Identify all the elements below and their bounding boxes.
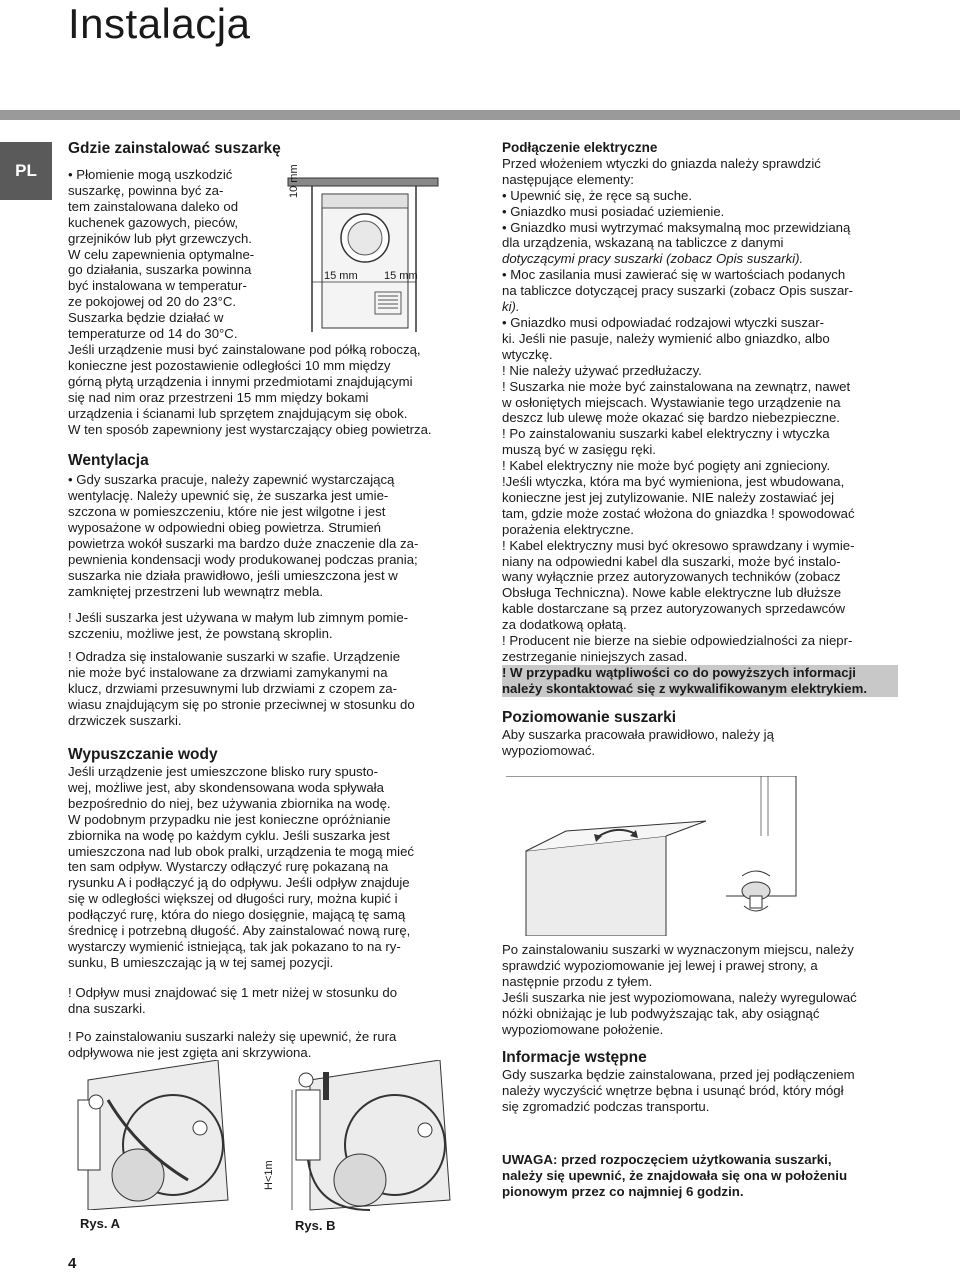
text-line: w osłoniętych miejscach. Wystawianie tego urządzenie na (502, 394, 841, 410)
text-line: Po zainstalowaniu suszarki w wyznaczonym miejscu, należy (502, 942, 854, 957)
text-line: • Gniazdko musi wytrzymać maksymalną moc przewidzianą (502, 219, 851, 235)
text-line: szczona w pomieszczeniu, które nie jest wilgotne i jest (68, 504, 386, 520)
text-line: W celu zapewnienia optymalne- (68, 246, 255, 262)
height-label: H<1m (263, 1160, 275, 1190)
drain-figure-a (68, 1060, 238, 1210)
text-line: wej, możliwe jest, aby skondensowana woda spływała (68, 779, 384, 795)
text-line: należy się upewnić, że znajdowała się ona w położeniu (502, 1168, 848, 1183)
text-line: suszarkę, powinna być za- (68, 182, 224, 198)
text-line: grzejników lub płyt grzewczych. (68, 230, 252, 246)
text-line: ! Producent nie bierze na siebie odpowiedzialności za niepr- (502, 633, 853, 649)
text-line: ! Nie należy używać przedłużaczy. (502, 362, 702, 378)
clearance-top-label: 10 mm (288, 164, 300, 198)
text-line: sprawdzić wypoziomowanie jej lewej i prawej strony, a (502, 957, 818, 973)
text-line: Gdy suszarka będzie zainstalowana, przed jej podłączeniem (502, 1067, 855, 1083)
text-line: • Moc zasilania musi zawierać się w wartościach podanych (502, 267, 846, 283)
text-line: górną płytą urządzenia i innymi przedmiotami znajdującymi (68, 373, 413, 389)
text-line: niany na odpowiedni kabel dla suszarki, może być instalo- (502, 553, 841, 569)
text-line: ! Po zainstalowaniu suszarki kabel elektryczny i wtyczka (502, 426, 830, 442)
text-line: się zgromadzić podczas transportu. (502, 1099, 710, 1115)
text-line: pewnienia kondensacji wody produkowanej podczas prania; (68, 551, 418, 567)
text-line: temperaturze od 14 do 30°C. (68, 326, 238, 342)
page-title: Instalacja (68, 0, 251, 47)
text-line: wypoziomowane położenie. (502, 1021, 664, 1037)
text-line: muszą być w zasięgu ręki. (502, 442, 656, 458)
text-line: Jeśli urządzenie musi być zainstalowane pod półką roboczą, (68, 341, 421, 357)
text-line: • Płomienie mogą uszkodzić (68, 167, 233, 182)
text-line: za dodatkową opłatą. (502, 617, 627, 633)
text-line: ! W przypadku wątpliwości co do powyższych informacji (502, 664, 856, 680)
dryer-clearance-figure (282, 172, 442, 338)
text-line: Aby suszarka pracowała prawidłowo, należy ją (502, 726, 774, 742)
text-line: pionowym przez co najmniej 6 godzin. (502, 1184, 744, 1199)
text-line: Obsługa Techniczna). Nowe kable elektryczne lub dłuższe (502, 585, 842, 601)
info-title: Informacje wstępne (502, 1049, 647, 1067)
text-line: wany wyłącznie przez autoryzowanych techników (zobacz (502, 569, 841, 585)
warning-line: nie może być instalowane za drzwiami zamykanymi na (68, 665, 388, 681)
text-line: kable dostarczane są przez autoryzowanych sprzedawców (502, 601, 846, 617)
clearance-right-label: 15 mm (384, 270, 418, 282)
level-title: Poziomowanie suszarki (502, 708, 676, 726)
text-line: ten sam odpływ. Wystarczy odłączyć rurę pokazaną na (68, 859, 389, 875)
figure-b-caption: Rys. B (295, 1218, 336, 1233)
where-title: Gdzie zainstalować suszarkę (68, 140, 281, 157)
text-line: powietrza wokół suszarki ma bardzo duże znaczenie dla za- (68, 536, 419, 552)
text-line: porażenia elektryczne. (502, 521, 634, 537)
text-line: następujące elementy: (502, 171, 634, 187)
text-line: wypoziomować. (502, 742, 596, 758)
where-narrow-text (68, 167, 288, 342)
drain-title: Wypuszczanie wody (68, 746, 218, 763)
text-line: • Gniazdko musi posiadać uziemienie. (502, 203, 725, 219)
text-line: średnicę i potrzebną długość. Aby zainstalować nową rurę, (68, 923, 411, 939)
text-line: wtyczkę. (502, 346, 553, 362)
warning-note (502, 1152, 872, 1200)
warning-line: klucz, drzwiami przesuwnymi lub drzwiami z czopem za- (68, 681, 398, 697)
leveling-figure (506, 776, 806, 936)
text-line: Suszarka będzie działać w (68, 310, 224, 326)
text-line: go działania, suszarka powinna (68, 262, 252, 278)
text-line: sunku, B umieszczając ją w tej samej pozycji. (68, 954, 334, 970)
text-line: deszcz lub ulewę może okazać się bardzo niebezpieczne. (502, 410, 840, 426)
leveling-section (502, 942, 902, 1115)
text-line: dla urządzenia, wskazaną na tabliczce z danymi (502, 235, 784, 251)
text-line: następnie przodu z tyłem. (502, 973, 653, 989)
text-line: należy skontaktować się z wykwalifikowanym elektrykiem. (502, 680, 868, 696)
text-line: rysunku A i podłączyć ją do odpływu. Jeśli odpływ znajduje (68, 875, 410, 891)
text-line: zestrzeganie niniejszych zasad. (502, 649, 688, 664)
warning-line: dna suszarki. (68, 1000, 146, 1016)
warning-line: ! Odradza się instalowanie suszarki w szafie. Urządzenie (68, 649, 401, 665)
text-line: W podobnym przypadku nie jest konieczne opróżnianie (68, 811, 391, 827)
warning-line: szczeniu, możliwe jest, że powstaną skroplin. (68, 625, 333, 641)
text-line: zamkniętej przestrzeni lub wewnątrz mebla. (68, 583, 324, 599)
text-line: • Upewnić się, że ręce są suche. (502, 187, 693, 203)
warning-line: drzwiczek suszarki. (68, 713, 182, 729)
text-line: należy wyczyścić wnętrze bębna i usunąć bród, który mógł (502, 1083, 844, 1099)
text-line: się nad nim oraz przestrzeni 15 mm między bokami (68, 389, 369, 405)
language-tab: PL (0, 142, 52, 200)
text-line: UWAGA: przed rozpoczęciem użytkowania suszarki, (502, 1152, 832, 1167)
warning-line: ! Po zainstalowaniu suszarki należy się upewnić, że rura (68, 1028, 397, 1044)
text-line: Jeśli suszarka nie jest wypoziomowana, należy wyregulować (502, 989, 857, 1005)
header-bar (0, 110, 960, 120)
text-line: kuchenek gazowych, pieców, (68, 214, 239, 230)
text-line: suszarka nie działa prawidłowo, jeśli umieszczona jest w (68, 567, 398, 583)
text-line: Jeśli urządzenie jest umieszczone blisko rury spusto- (68, 764, 379, 779)
text-line: Przed włożeniem wtyczki do gniazda należy sprawdzić (502, 155, 821, 171)
figure-a-caption: Rys. A (80, 1216, 120, 1231)
text-line: wentylację. Należy upewnić się, że suszarka jest umie- (68, 488, 389, 504)
text-line: • Gniazdko musi odpowiadać rodzajowi wtyczki suszar- (502, 314, 824, 330)
page-number: 4 (68, 1255, 77, 1272)
text-line: tem zainstalowana daleko od (68, 198, 239, 214)
text-line: konieczne jest pozostawienie odległości 10 mm między (68, 357, 391, 373)
drain-figure-b (280, 1060, 460, 1220)
text-line: być instalowana w temperatur- (68, 278, 247, 294)
text-line: ! Kabel elektryczny musi być okresowo sprawdzany i wymie- (502, 537, 855, 553)
text-line: nóżki obniżając je lub podwyższając tak, aby osiągnąć (502, 1005, 820, 1021)
text-line: ki. Jeśli nie pasuje, należy wymienić albo gniazdko, albo (502, 330, 830, 346)
text-line: konieczne jest jej zutylizowanie. NIE należy zostawiać jej (502, 489, 835, 505)
warning-line: wiasu znajdującym się po stronie przeciwnej w stosunku do (68, 697, 415, 713)
text-line: na tabliczce dotyczącej pracy suszarki (zobacz Opis suszar- (502, 283, 854, 299)
text-line: W ten sposób zapewniony jest wystarczający obieg powietrza. (68, 421, 432, 437)
text-line: ! Kabel elektryczny nie może być pogięty ani zgnieciony. (502, 458, 831, 474)
clearance-left-label: 15 mm (324, 270, 358, 282)
warning-line: ! Jeśli suszarka jest używana w małym lub zimnym pomie- (68, 609, 409, 625)
text-line: tam, gdzie może zostać włożona do gniazdka ! spowodować (502, 505, 855, 521)
warning-line: odpływowa nie jest zgięta ani skrzywiona. (68, 1044, 312, 1060)
warning-line: ! Odpływ musi znajdować się 1 metr niżej w stosunku do (68, 984, 398, 1000)
vent-title: Wentylacja (68, 452, 149, 470)
text-line: podłączyć rurę, która do niego dosięgnie, mającą tę samą (68, 907, 406, 923)
electric-section (502, 140, 902, 759)
text-line: ki). (502, 299, 520, 315)
text-line: wyposażone w odpowiedni obieg powietrza. Strumień (68, 520, 382, 536)
text-line: umieszczona nad lub obok pralki, urządzenia te mogą mieć (68, 843, 414, 859)
text-line: ! Suszarka nie może być zainstalowana na zewnątrz, nawet (502, 378, 851, 394)
electrician-highlight (502, 665, 898, 697)
text-line: się w odległości większej od długości rury, można kupić i (68, 891, 398, 907)
text-line: !Jeśli wtyczka, która ma być wymieniona, jest wbudowana, (502, 474, 845, 490)
text-line: ze pokojowej od 20 do 23°C. (68, 294, 237, 310)
elec-title: Podłączenie elektryczne (502, 140, 658, 155)
text-line: urządzenia i ścianami lub sprzętem znajdującym się obok. (68, 405, 408, 421)
text-line: zbiornika na wodę po każdym cyklu. Jeśli suszarka jest (68, 827, 390, 843)
text-line: • Gdy suszarka pracuje, należy zapewnić wystarczającą (68, 472, 395, 488)
text-line: wystarczy wymienić istniejącą, tak jak pokazano to na ry- (68, 938, 401, 954)
text-line: dotyczącymi pracy suszarki (zobacz Opis suszarki). (502, 251, 804, 267)
text-line: bezpośrednio do niej, bez używania zbiornika na wodę. (68, 795, 391, 811)
